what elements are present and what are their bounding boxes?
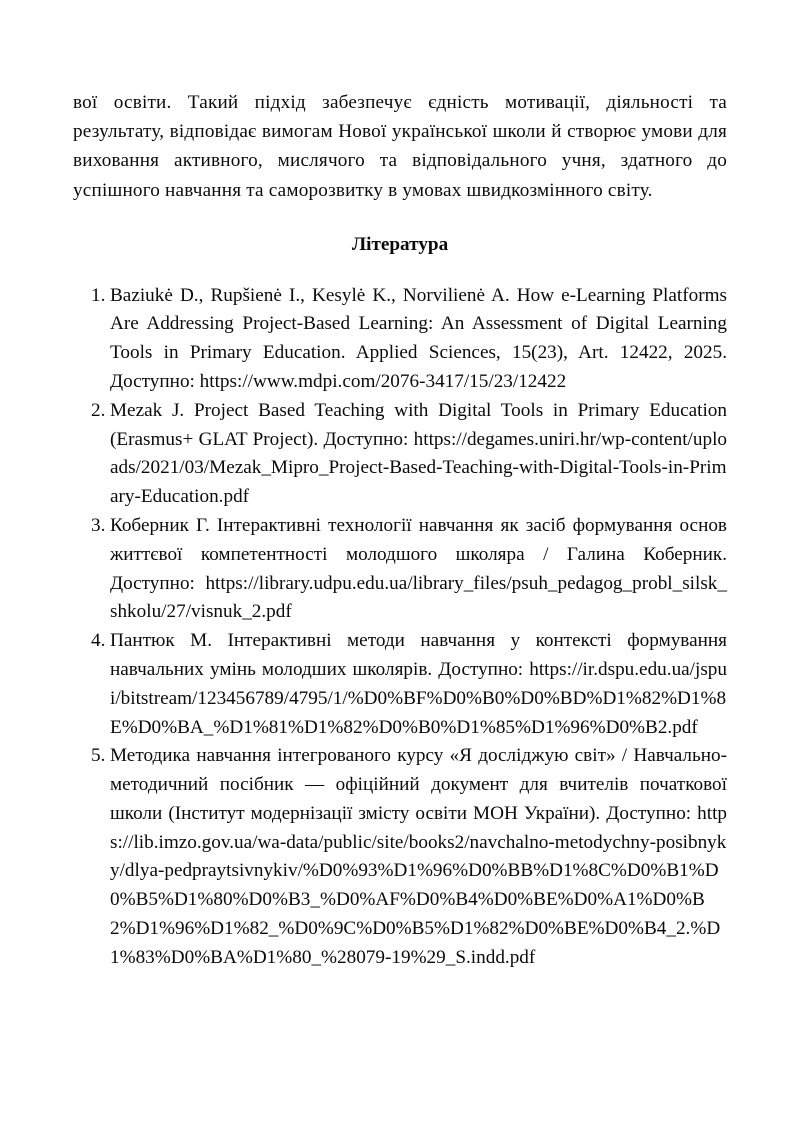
reference-text-3: Коберник Г. Інтерактивні технології навчання як засіб формування основ життєвої компетентності молодшого школяра / Галина Коберник. Доступно: [110,514,727,594]
reference-text-1: Baziukė D., Rupšienė I., Kesylė K., Norvilienė A. How e-Learning Platforms Are Addressing Project-Based Learning: An Assessment of Digital Learning Tools in Primary Education. Applied Sciences, 15(23), Art. 12422, 2025. Доступно: [110,284,727,392]
reference-item-1 [73,282,727,397]
reference-item-5 [73,742,727,972]
page-content [73,88,727,973]
reference-url-3[interactable]: https://library.udpu.edu.ua/library_files/psuh_pedagog_probl_silsk_shkolu/27/visnuk_2.pdf [110,572,727,623]
reference-item-3 [73,512,727,627]
reference-item-4 [73,627,727,742]
reference-text-5: Методика навчання інтегрованого курсу «Я досліджую світ» / Навчально-методичний посібник — офіційний документ для вчителів початкової школи (Інститут модернізації змісту освіти МОН України). Доступно: [110,745,727,824]
reference-item-2 [73,397,727,512]
reference-url-1[interactable]: https://www.mdpi.com/2076-3417/15/23/12422 [199,370,567,392]
references-heading: Література [351,233,449,255]
body-paragraph: вої освіти. Такий підхід забезпечує єдність мотивації, діяльності та результату, відповідає вимогам Нової української школи й створює умови для виховання активного, мислячого та відповідального учня, здатного до успішного навчання та саморозвитку в умовах швидкозмінного світу. [73,92,727,201]
references-list [73,282,727,973]
reference-text-2: Mezak J. Project Based Teaching with Digital Tools in Primary Education (Erasmus+ GLAT Project). Доступно: [110,399,727,450]
reference-text-4: Пантюк М. Інтерактивні методи навчання у контексті формування навчальних умінь молодших школярів. Доступно: [110,630,727,680]
reference-url-5[interactable]: https://lib.imzo.gov.ua/wa-data/public/site/books2/navchalno-metodychny-posibnyky/dlya-pedpraytsivnykiv/%D0%93%D1%96%D0%BB%D1%8C%D0%B1%D0%B5%D1%80%D0%B3_%D0%AF%D0%B4%D0%BE%D0%A1%D0%B2%D1%96%D1%82_%D0%9C%D0%B5%D1%82%D0%BE%D0%B4_2.%D1%83%D0%BA%D1%80_%28079-19%29_S.indd.pdf [110,802,727,968]
reference-url-2[interactable]: https://degames.uniri.hr/wp-content/uploads/2021/03/Mezak_Mipro_Project-Based-Teaching-with-Digital-Tools-in-Primary-Education.pdf [110,428,727,508]
reference-url-4[interactable]: https://ir.dspu.edu.ua/jspui/bitstream/123456789/4795/1/%D0%BF%D0%B0%D0%BD%D1%82%D1%8E%D0%BA_%D1%81%D1%82%D0%B0%D1%85%D1%96%D0%B2.pdf [110,658,727,738]
